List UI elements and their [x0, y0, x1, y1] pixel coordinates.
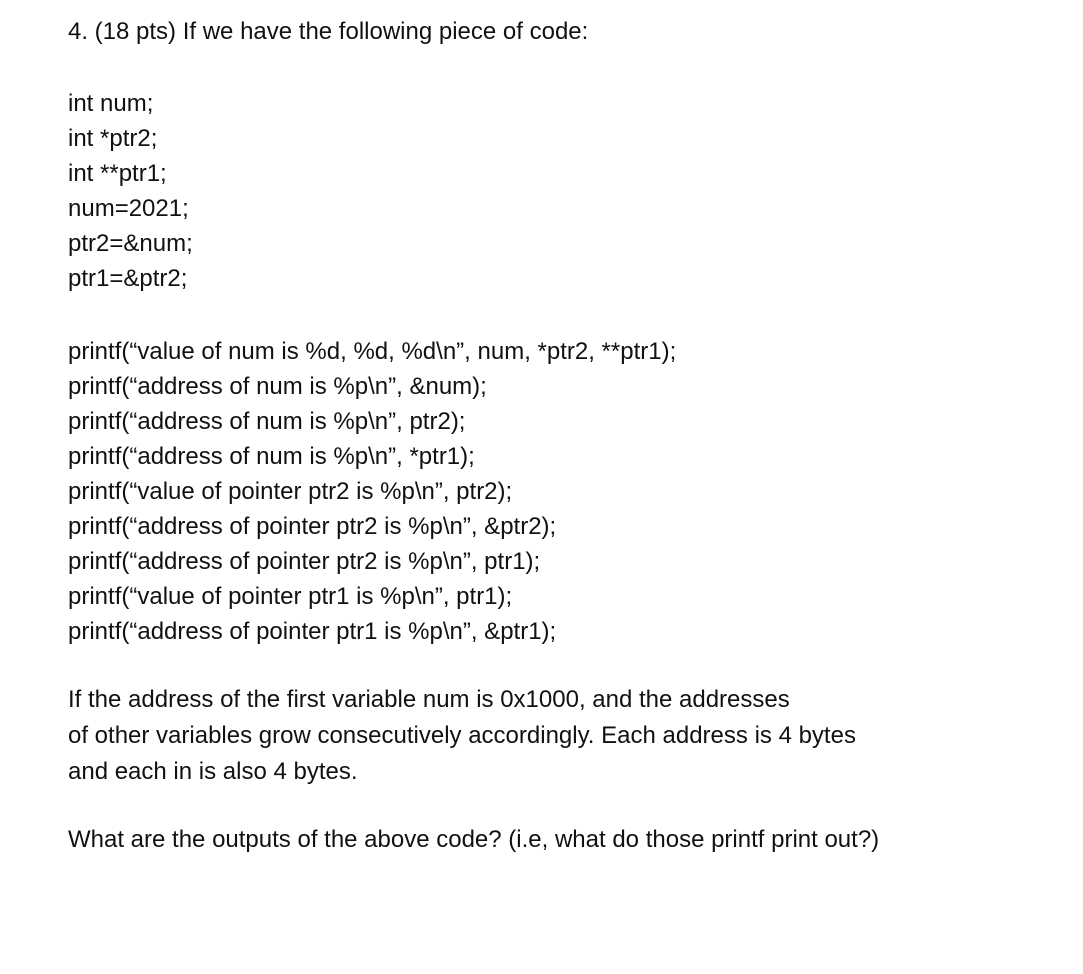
question-prompt: What are the outputs of the above code? (i.e, what do those printf print out?) — [68, 826, 880, 853]
description-line: of other variables grow consecutively accordingly. Each address is 4 bytes — [68, 722, 856, 749]
description-line: If the address of the first variable num is 0x1000, and the addresses — [68, 686, 790, 713]
printf-line: printf(“value of num is %d, %d, %d\n”, num, *ptr2, **ptr1); — [68, 338, 677, 365]
printf-line: printf(“value of pointer ptr1 is %p\n”, ptr1); — [68, 583, 513, 610]
code-printf-block — [68, 334, 676, 649]
code-declarations — [68, 86, 193, 296]
printf-line: printf(“value of pointer ptr2 is %p\n”, ptr2); — [68, 478, 513, 505]
printf-line: printf(“address of pointer ptr2 is %p\n”, &ptr2); — [68, 513, 557, 540]
description-paragraph — [68, 682, 856, 790]
printf-line: printf(“address of num is %p\n”, *ptr1); — [68, 443, 475, 470]
code-line: ptr2=&num; — [68, 230, 193, 257]
code-line: num=2021; — [68, 195, 189, 222]
printf-line: printf(“address of pointer ptr1 is %p\n”, &ptr1); — [68, 618, 557, 645]
code-line: int *ptr2; — [68, 125, 158, 152]
printf-line: printf(“address of pointer ptr2 is %p\n”, ptr1); — [68, 548, 541, 575]
description-line: and each in is also 4 bytes. — [68, 758, 358, 785]
code-line: int num; — [68, 90, 154, 117]
printf-line: printf(“address of num is %p\n”, &num); — [68, 373, 487, 400]
code-line: ptr1=&ptr2; — [68, 265, 188, 292]
code-line: int **ptr1; — [68, 160, 167, 187]
printf-line: printf(“address of num is %p\n”, ptr2); — [68, 408, 466, 435]
question-heading: 4. (18 pts) If we have the following piece of code: — [68, 18, 589, 45]
